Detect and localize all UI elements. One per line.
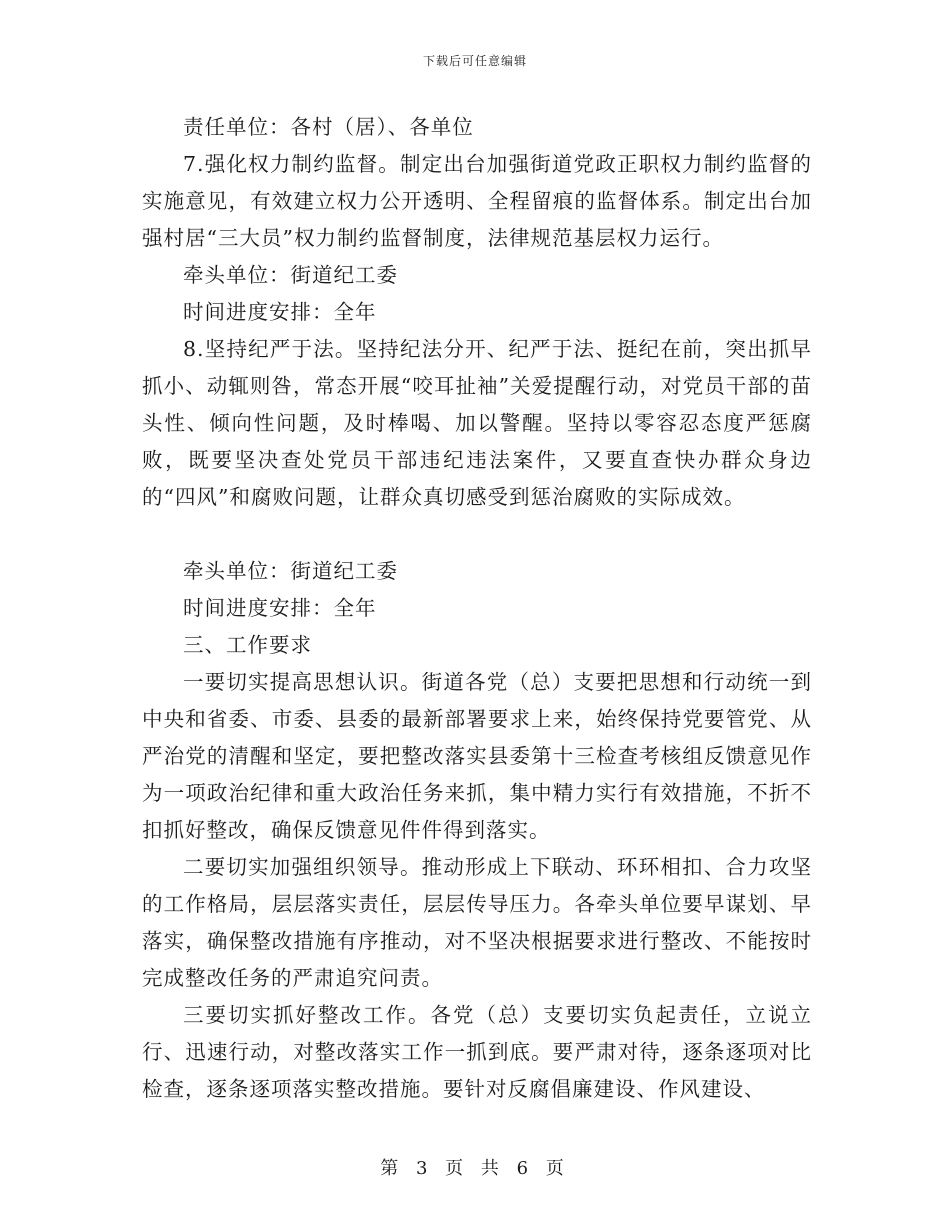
paragraph-requirement-3: 三要切实抓好整改工作。各党（总）支要切实负起责任，立说立行、迅速行动，对整改落实工作一抓到底。要严肃对待，逐条逐项对比检查，逐条逐项落实整改措施。要针对反腐倡廉建设、作风建设、 bbox=[142, 1003, 812, 1101]
paragraph-requirement-2: 二要切实加强组织领导。推动形成上下联动、环环相扣、合力攻坚的工作格局，层层落实责任，层层传导压力。各牵头单位要早谋划、早落实，确保整改措施有序推动，对不坚决根据要求进行整改、不能按时完成整改任务的严肃追究问责。 bbox=[142, 855, 812, 990]
paragraph-lead-unit: 牵头单位：街道纪工委 bbox=[183, 559, 398, 583]
paragraph-responsible-unit: 责任单位：各村（居）、各单位 bbox=[183, 115, 474, 139]
paragraph-lead-unit: 牵头单位：街道纪工委 bbox=[183, 263, 398, 287]
page-number: 第 3 页 共 6 页 bbox=[380, 1158, 570, 1179]
page-header-note: 下载后可任意编辑 bbox=[422, 54, 527, 68]
document-body bbox=[142, 109, 812, 1108]
paragraph-schedule: 时间进度安排：全年 bbox=[183, 596, 377, 620]
paragraph-requirement-1: 一要切实提高思想认识。街道各党（总）支要把思想和行动统一到中央和省委、市委、县委的最新部署要求上来，始终保持党要管党、从严治党的清醒和坚定，要把整改落实县委第十三检查考核组反馈意见作为一项政治纪律和重大政治任务来抓，集中精力实行有效措施，不折不扣抓好整改，确保反馈意见件件得到落实。 bbox=[142, 670, 812, 842]
paragraph-item-8: 8.坚持纪严于法。坚持纪法分开、纪严于法、挺纪在前，突出抓早抓小、动辄则咎，常态开展“咬耳扯袖”关爱提醒行动，对党员干部的苗头性、倾向性问题，及时棒喝、加以警醒。坚持以零容忍态度严惩腐败，既要坚决查处党员干部违纪违法案件，又要直查快办群众身边的“四风”和腐败问题，让群众真切感受到惩治腐败的实际成效。 bbox=[142, 337, 812, 509]
paragraph-schedule: 时间进度安排：全年 bbox=[183, 300, 377, 324]
paragraph-item-7: 7.强化权力制约监督。制定出台加强街道党政正职权力制约监督的实施意见，有效建立权力公开透明、全程留痕的监督体系。制定出台加强村居“三大员”权力制约监督制度，法律规范基层权力运行。 bbox=[142, 152, 812, 250]
section-heading-work-requirements: 三、工作要求 bbox=[183, 633, 312, 657]
